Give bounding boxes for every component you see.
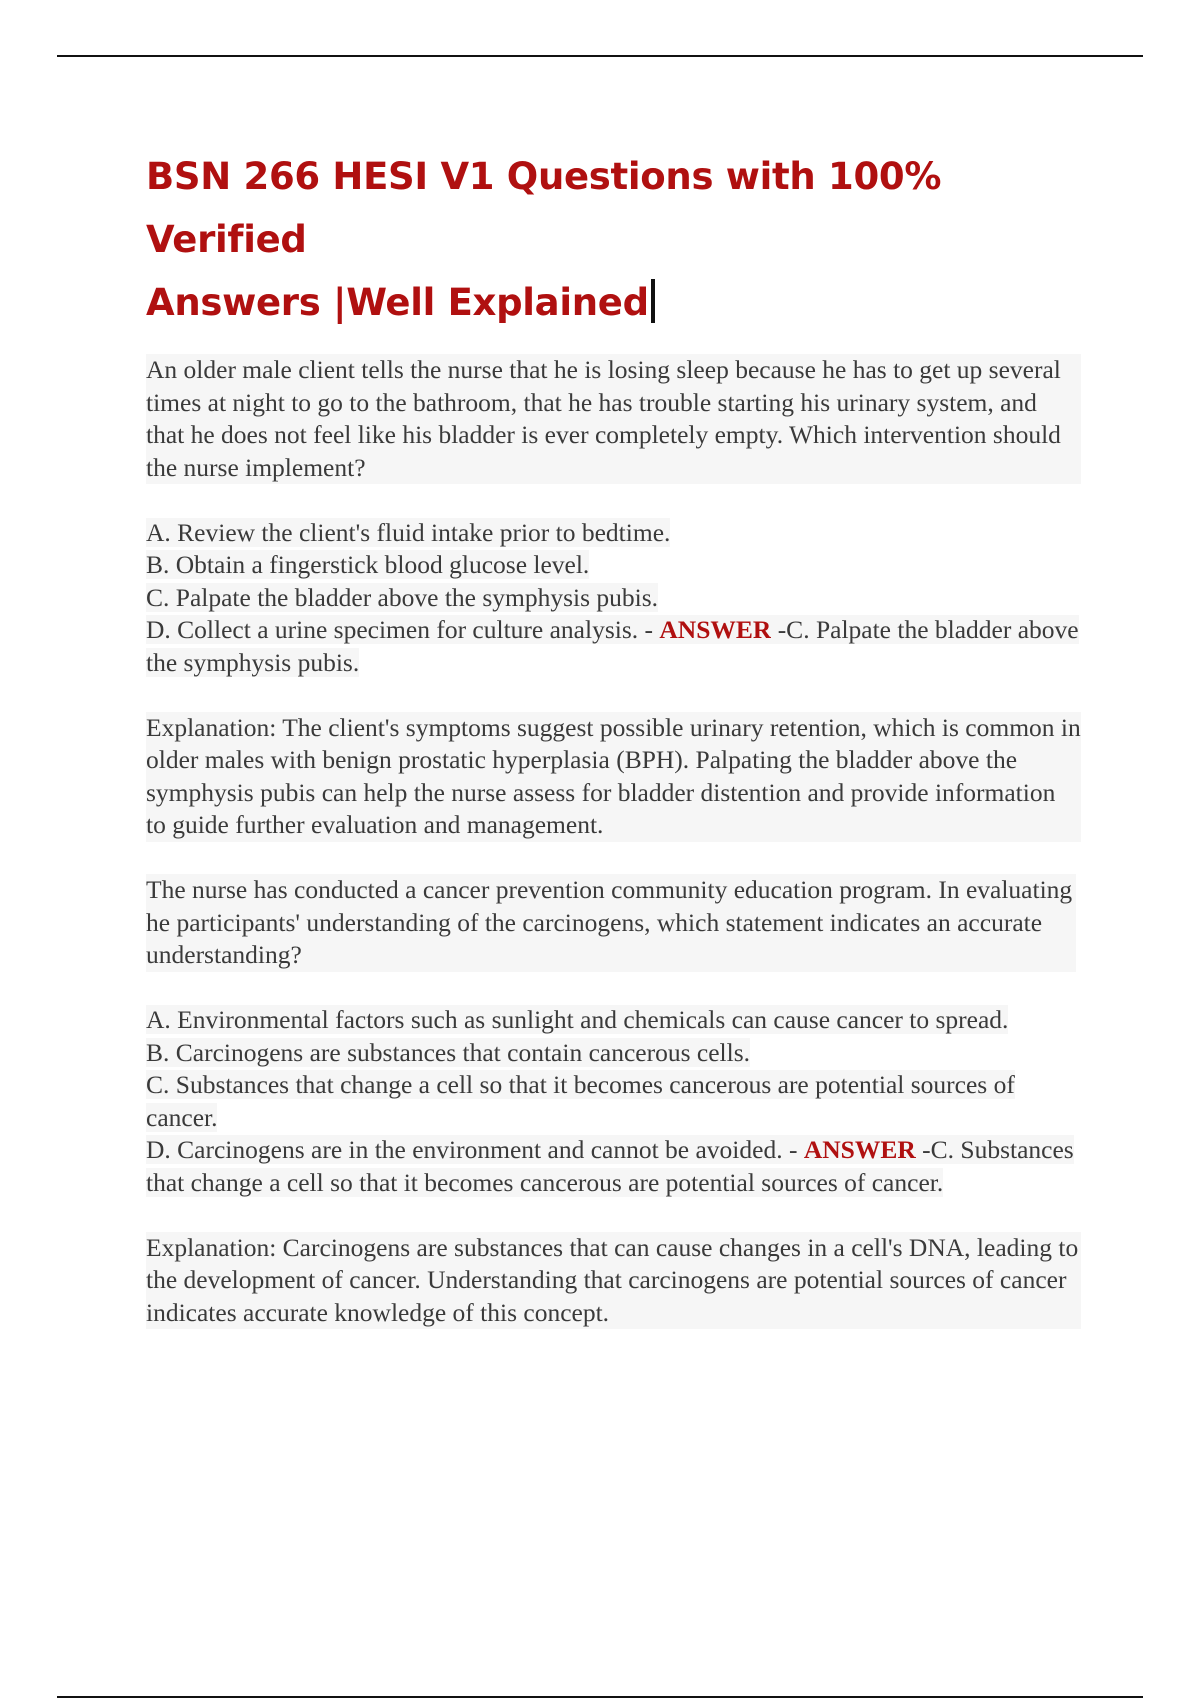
- title-line-1: BSN 266 HESI V1 Questions with 100% Verified: [146, 155, 942, 261]
- answer-options: [146, 517, 1086, 680]
- document-title: [146, 145, 1086, 334]
- footer-rule: [57, 1696, 1143, 1698]
- answer-text: -C. Palpate the bladder above the symphysis pubis.: [146, 615, 1079, 677]
- header-rule: [57, 55, 1143, 57]
- option-a: A. Environmental factors such as sunlight and chemicals can cause cancer to spread.: [146, 1005, 1009, 1034]
- answer-label: ANSWER: [659, 615, 772, 644]
- answer-label: ANSWER: [803, 1135, 916, 1164]
- explanation: Explanation: Carcinogens are substances that can cause changes in a cell's DNA, leading to the development of cancer. Understanding that carcinogens are potential sources of cancer indicates accurate knowledge of this concept.: [146, 1232, 1081, 1330]
- question-2: [146, 874, 1086, 1362]
- option-c: C. Palpate the bladder above the symphysis pubis.: [146, 582, 659, 612]
- option-a: A. Review the client's fluid intake prior to bedtime.: [146, 517, 671, 547]
- option-d-with-answer: D. Collect a urine specimen for culture analysis. - ANSWER -C. Palpate the bladder above the symphysis pubis.: [146, 615, 1079, 677]
- option-b: B. Obtain a fingerstick blood glucose level.: [146, 550, 590, 579]
- title-line-2: Answers |Well Explained: [146, 281, 649, 324]
- explanation: Explanation: The client's symptoms suggest possible urinary retention, which is common in older males with benign prostatic hyperplasia (BPH). Palpating the bladder above the symphysis pubis can help the nurse assess for bladder distention and provide information to guide further evaluation and management.: [146, 712, 1081, 842]
- question-stem: The nurse has conducted a cancer prevention community education program. In evaluating he participants' understanding of the carcinogens, which statement indicates an accurate understanding?: [146, 874, 1076, 972]
- option-c: C. Substances that change a cell so that it becomes cancerous are potential sources of cancer.: [146, 1070, 1015, 1132]
- answer-text: -C. Substances that change a cell so that it becomes cancerous are potential sources of cancer.: [146, 1135, 1074, 1197]
- answer-options: [146, 1004, 1086, 1199]
- option-b: B. Carcinogens are substances that contain cancerous cells.: [146, 1037, 750, 1067]
- document-body: [146, 145, 1086, 1362]
- text-cursor: [651, 279, 655, 323]
- question-stem: An older male client tells the nurse that he is losing sleep because he has to get up several times at night to go to the bathroom, that he has trouble starting his urinary system, and that he does not feel like his bladder is ever completely empty. Which intervention should the nurse implement?: [146, 354, 1081, 484]
- option-d-with-answer: D. Carcinogens are in the environment and cannot be avoided. - ANSWER -C. Substances that change a cell so that it becomes cancerous are potential sources of cancer.: [146, 1135, 1074, 1197]
- question-1: [146, 354, 1086, 874]
